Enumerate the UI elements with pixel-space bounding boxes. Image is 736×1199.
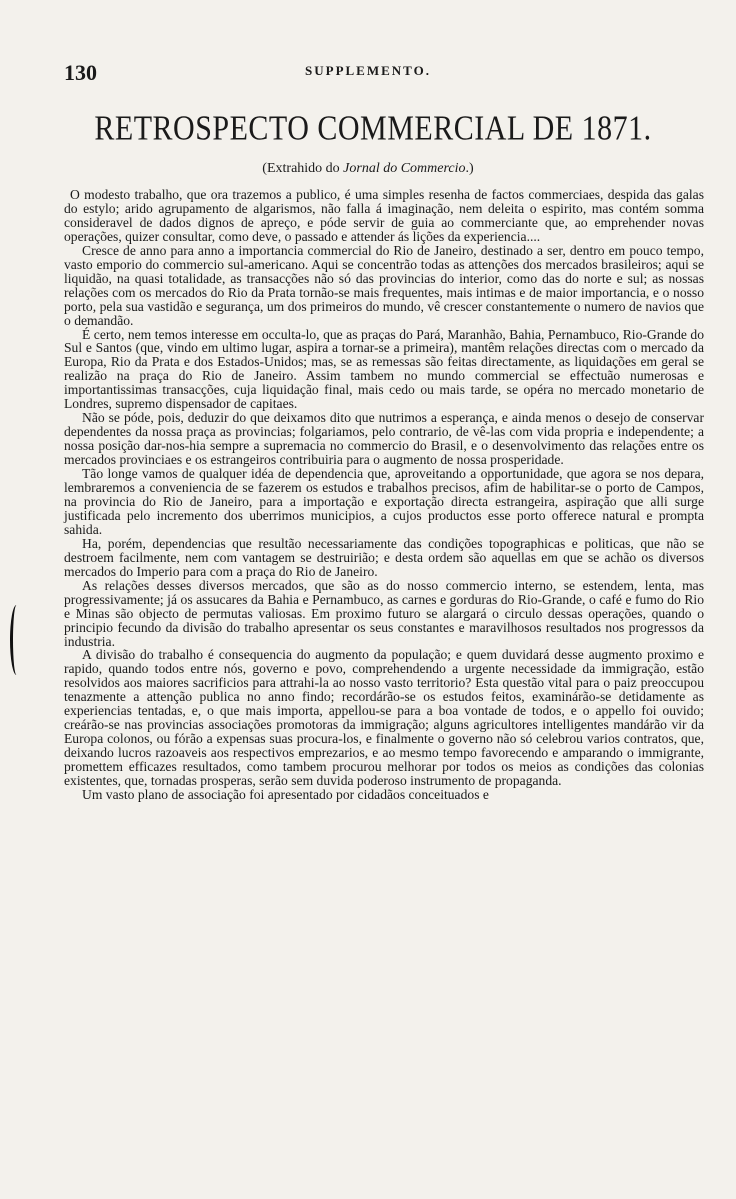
subtitle-source: Jornal do Commercio	[343, 161, 466, 176]
subtitle-prefix: (Extrahido do	[262, 161, 344, 176]
paragraph-6: Ha, porém, dependencias que resultão necessariamente das condições topographicas e politicas, que não se destroem facilmente, nem com vantagem se destruirião; e desta ordem são aquellas em que se achão os diversos mercados do Imperio para com a praça do Rio de Janeiro.	[64, 535, 704, 579]
paragraph-7: As relações desses diversos mercados, que são as do nosso commercio interno, se estendem, lenta, mas progressivamente; já os assucares da Bahia e Pernambuco, as carnes e gorduras do Rio-Grande, o café e fumo do Rio e Minas são objecto de permutas valiosas. Em proximo futuro se alargará o circulo dessas operações, quando o principio fecundo da divisão do trabalho apresentar os seus constantes e maravilhosos resultados nos progressos da industria.	[64, 577, 704, 649]
article-title: RETROSPECTO COMMERCIAL DE 1871.	[94, 109, 652, 148]
subtitle-suffix: .)	[465, 161, 474, 176]
paragraph-4: Não se póde, pois, deduzir do que deixamos dito que nutrimos a esperança, e ainda menos o desejo de conservar dependentes da nossa praça as provincias; folgariamos, pelo contrario, de vê-las com vida propria e independente; a nossa posição dar-nos-hia sempre a supremacia no commercio do Brasil, e o desenvolvimento das relações entre os mercados provinciaes e os estrangeiros contribuiria para o augmento de nossa prosperidade.	[64, 410, 704, 468]
article-body	[64, 188, 704, 802]
page-number: 130	[64, 60, 97, 85]
paragraph-9: Um vasto plano de associação foi apresentado por cidadãos conceituados e	[82, 786, 489, 802]
margin-bracket-mark	[10, 605, 23, 675]
running-head: SUPPLEMENTO.	[305, 63, 431, 78]
paragraph-3: É certo, nem temos interesse em occulta-lo, que as praças do Pará, Maranhão, Bahia, Pernambuco, Rio-Grande do Sul e Santos (que, vindo em ultimo lugar, aspira a tornar-se a primeira), mantêm relações directas com o mercado da Europa, Rio da Prata e dos Estados-Unidos; mas, se as remessas são feitas directamente, as liquidações em geral se realizão na praça do Rio de Janeiro. Assim tambem no mundo commercial se effectuão numerosas e importantissimas transacções, cuja liquidação final, mais cedo ou mais tarde, se opéra no mercado monetario de Londres, supremo dispensador de capitaes.	[64, 326, 704, 412]
article-subtitle	[0, 161, 736, 177]
paragraph-5: Tão longe vamos de qualquer idéa de dependencia que, aproveitando a opportunidade, que agora se nos depara, lembraremos a conveniencia de se fazerem os estudos e trabalhos precisos, afim de habilitar-se o porto de Campos, na provincia do Rio de Janeiro, para a importação e exportação directa estrangeira, aspiração que alli surge justificada pelo incremento dos uberrimos municipios, a cujos productos esse porto offerece natural e prompta sahida.	[64, 466, 704, 537]
paragraph-2: Cresce de anno para anno a importancia commercial do Rio de Janeiro, destinado a ser, dentro em pouco tempo, vasto emporio do commercio sul-americano. Aqui se concentrão todas as attenções dos mercados brasileiros; aqui se liquidão, na quasi totalidade, as transacções não só das provincias do interior, como das do norte e sul; as nossas relações com os mercados do Rio da Prata tornão-se mais frequentes, mais intimas e de maior importancia, e o nosso porto, pela sua vastidão e segurança, um dos primeiros do mundo, vê crescer constantemente o numero de navios que o demandão.	[64, 242, 704, 328]
paragraph-1: O modesto trabalho, que ora trazemos a publico, é uma simples resenha de factos commerciaes, despida das galas do estylo; arido agrupamento de algarismos, não falla á imaginação, nem deleita o espirito, mas contém somma consideravel de dados dignos de apreço, e póde servir de guia ao commerciante que, ao emprehender novas operações, quizer consultar, como deve, o passado e attender ás lições da experiencia....	[64, 187, 704, 244]
paragraph-8: A divisão do trabalho é consequencia do augmento da população; e quem duvidará desse augmento proximo e rapido, quando todos entre nós, governo e povo, comprehendendo a urgente necessidade da immigração, estão resolvidos aos maiores sacrificios para attrahi-la ao nosso vasto territorio? Esta questão vital para o paiz preoccupou tenazmente a attenção publica no anno findo; recordárão-se os estudos feitos, examinárão-se detidamente as experiencias tentadas, e, o que mais importa, appellou-se para a boa vontade de todos, e o appello foi ouvido; creárão-se nas provincias associações promotoras da immigração; alguns agricultores intelligentes mandárão vir da Europa colonos, ou fórão a expensas suas procura-los, e finalmente o governo não só celebrou varios contratos, que, deixando lucros razoaveis aos respectivos emprezarios, e ao mesmo tempo favorecendo e amparando o immigrante, promettem efficazes resultados, como tambem procurou melhorar por todos os meios as condições das colonias existentes, que, tornadas prosperas, serão sem duvida poderoso instrumento de propaganda.	[64, 647, 704, 789]
